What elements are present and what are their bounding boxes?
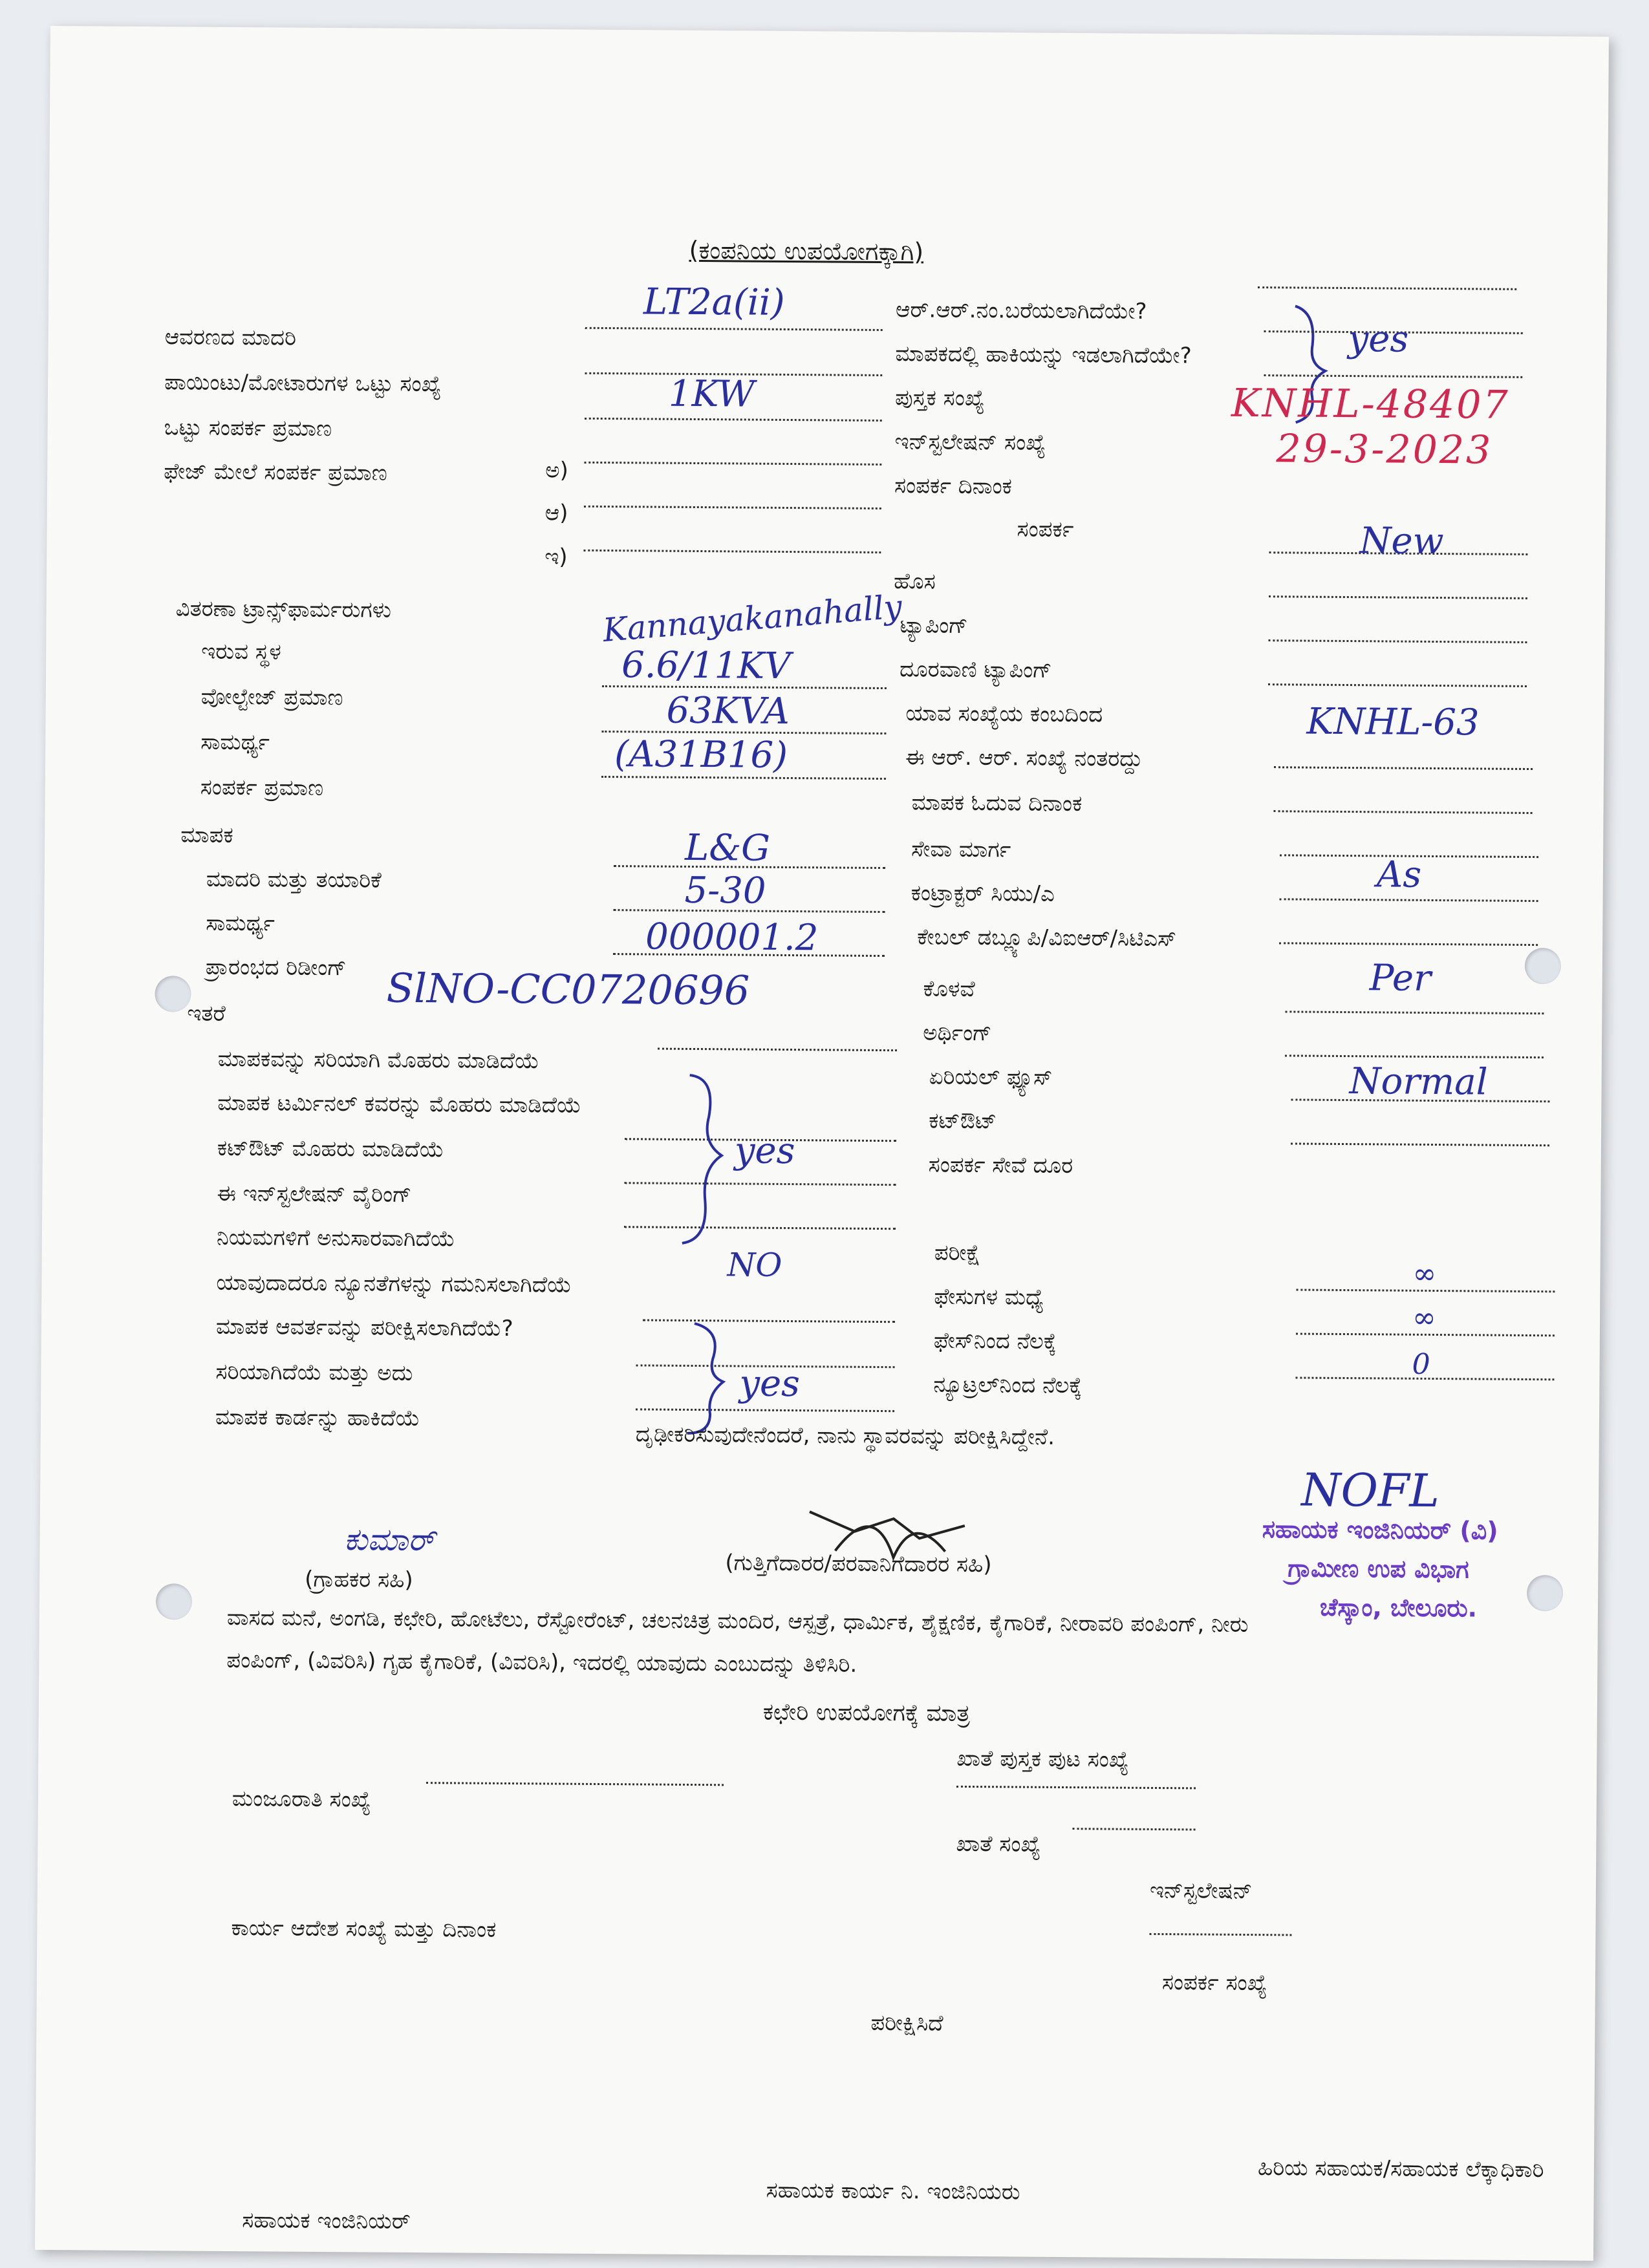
which-pole-label: ಯಾವ ಸಂಖ್ಯೆಯ ಕಂಬದಿಂದ	[905, 700, 1103, 728]
cable-label: ಕೇಬಲ್ ಡಬ್ಲ್ಯೂಪಿ/ವಿಐಆರ್/ಸಿಟಿಎಸ್	[917, 924, 1177, 952]
others-item: ಈ ಇನ್‌ಸ್ಟಲೇಷನ್ ವೈರಿಂಗ್	[217, 1180, 412, 1208]
new-value: New	[1359, 520, 1444, 563]
ledger-page-label: ಖಾತೆ ಪುಸ್ತಕ ಪುಟ ಸಂಖ್ಯೆ	[956, 1745, 1129, 1773]
others-heading: ಇತರೆ	[187, 1000, 226, 1027]
rr-after-label: ಈ ಆರ್. ಆರ್. ಸಂಖ್ಯೆ ನಂತರದ್ದು	[905, 744, 1143, 772]
brace-mark	[682, 1075, 722, 1243]
meter-capacity-label: ಸಾಮರ್ಥ್ಯ	[206, 910, 275, 937]
applicant-name-value: ಕುಮಾರ್	[343, 1521, 435, 1559]
total-load-value: 1KW	[668, 372, 755, 416]
form-sheet	[35, 26, 1609, 2261]
meter-placed-label: ಮಾಪಕದಲ್ಲಿ ಹಾಕಿಯನ್ನು ಇಡಲಾಗಿದೆಯೇ?	[895, 341, 1192, 369]
stamp-line-3: ಚೆಸ್ಕಾಂ, ಬೇಲೂರು.	[1319, 1592, 1478, 1623]
answer-no-defects: NO	[727, 1246, 782, 1284]
connected-load-value: (A31B16)	[614, 733, 788, 776]
total-load-label: ಒಟ್ಟು ಸಂಪರ್ಕ ಪ್ರಮಾಣ	[164, 414, 332, 442]
work-order-label: ಕಾರ್ಯ ಆದೇಶ ಸಂಖ್ಯೆ ಮತ್ತು ದಿನಾಂಕ	[231, 1915, 497, 1943]
make-label: ಮಾದರಿ ಮತ್ತು ತಯಾರಿಕೆ	[206, 866, 382, 893]
service-distance-label: ಸಂಪರ್ಕ ಸೇವೆ ದೂರ	[928, 1151, 1073, 1179]
voltage-label: ವೋಲ್ಟೇಜ್ ಪ್ರಮಾಣ	[200, 683, 343, 711]
stamp-line-1: ಸಹಾಯಕ ಇಂಜಿನಿಯರ್ (ವಿ)	[1262, 1515, 1498, 1545]
connection-date-value: 29-3-2023	[1276, 426, 1493, 473]
office-heading: ಕಛೇರಿ ಉಪಯೋಗಕ್ಕೆ ಮಾತ್ರ	[762, 1698, 971, 1727]
between-phases-value: ∞	[1412, 1257, 1437, 1291]
phase-a-marker: ಅ)	[545, 457, 569, 484]
connection-no-label: ಸಂಪರ್ಕ ಸಂಖ್ಯೆ	[1161, 1969, 1267, 1996]
pole-value: KNHL-63	[1306, 700, 1480, 744]
initial-reading-value: 000001.2	[645, 915, 819, 959]
others-item: ಕಟ್‌ಔಟ್ ಮೊಹರು ಮಾಡಿದೆಯೆ	[217, 1135, 444, 1163]
contractor-signature-label: (ಗುತ್ತಿಗೆದಾರರ/ಪರವಾನಿಗೆದಾರರ ಸಹಿ)	[725, 1550, 992, 1578]
nofl-value: NOFL	[1300, 1463, 1440, 1518]
signature-stroke	[810, 1512, 965, 1539]
ae-label: ಸಹಾಯಕ ಇಂಜಿನಿಯರ್	[242, 2207, 411, 2234]
applicant-signature-label: (ಗ್ರಾಹಕರ ಸಹಿ)	[305, 1566, 413, 1593]
new-label: ಹೊಸ	[893, 568, 936, 595]
test-label: ಪರೀಕ್ಷೆ	[934, 1239, 981, 1267]
others-item: ಯಾವುದಾದರೂ ನ್ಯೂನತೆಗಳನ್ನು ಗಮನಿಸಲಾಗಿದೆಯೆ	[216, 1269, 572, 1298]
usage-note: ವಾಸದ ಮನೆ, ಅಂಗಡಿ, ಕಛೇರಿ, ಹೋಟೆಲು, ರೆಸ್ಟೋರೆಂಟ್, ಚಲನಚಿತ್ರ ಮಂದಿರ, ಆಸ್ಪತ್ರೆ, ಧಾರ್ಮಿಕ, ಶೈಕ್ಷಣಿಕ, ಕೈಗಾರಿಕೆ, ನೀರಾವರಿ ಪಂಪಿಂಗ್, ನೀರು	[226, 1604, 1249, 1638]
connection-label: ಸಂಪರ್ಕ	[1017, 516, 1074, 543]
phase-load-label: ಫೇಜ್ ಮೇಲೆ ಸಂಪರ್ಕ ಪ್ರಮಾಣ	[164, 458, 387, 486]
yes-value: yes	[1348, 318, 1409, 361]
meter-serial-value: SlNO-CC0720696	[386, 964, 750, 1014]
others-item: ನಿಯಮಗಳಿಗೆ ಅನುಸಾರವಾಗಿದೆಯೆ	[216, 1224, 455, 1252]
contractor-label: ಕಂಟ್ರಾಕ್ಟರ್ ಸಿಯು/ಎ	[911, 880, 1055, 907]
location-label: ಇರುವ ಸ್ಥಳ	[201, 638, 281, 665]
sanction-no-label: ಮಂಜೂರಾತಿ ಸಂಖ್ಯೆ	[232, 1786, 371, 1813]
as-value: As	[1376, 853, 1422, 896]
make-value: L&G	[684, 826, 771, 870]
others-item: ಮಾಪಕ ಆವರ್ತವನ್ನು ಪರೀಕ್ಷಿಸಲಾಗಿದೆಯೆ?	[215, 1313, 513, 1342]
between-phases-label: ಫೇಸುಗಳ ಮಧ್ಯೆ	[934, 1283, 1044, 1311]
rr-written-label: ಆರ್.ಆರ್.ನಂ.ಬರೆಯಲಾಗಿದೆಯೇ?	[895, 297, 1147, 325]
premises-type-value: LT2a(ii)	[643, 281, 785, 324]
others-item: ಮಾಪಕವನ್ನು ಸರಿಯಾಗಿ ಮೊಹರು ಮಾಡಿದೆಯೆ	[217, 1045, 540, 1075]
meter-capacity-value: 5-30	[684, 869, 766, 912]
pipe-label: ಕೊಳವೆ	[923, 976, 975, 1003]
aee-label: ಸಹಾಯಕ ಕಾರ್ಯ ನಿ. ಇಂಜಿನಿಯರು	[766, 2177, 1020, 2205]
neutral-to-earth-value: 0	[1412, 1347, 1430, 1381]
installation-label: ಇನ್‌ಸ್ಟಲೇಷನ್	[1149, 1877, 1253, 1905]
checked-label: ಪರೀಕ್ಷಿಸಿದೆ	[870, 2009, 943, 2037]
usage-note-2: ಪಂಪಿಂಗ್, (ವಿವರಿಸಿ) ಗೃಹ ಕೈಗಾರಿಕೆ, (ವಿವರಿಸಿ), ಇದರಲ್ಲಿ ಯಾವುದು ಎಂಬುದನ್ನು ತಿಳಿಸಿರಿ.	[226, 1647, 857, 1678]
service-route-label: ಸೇವಾ ಮಾರ್ಗ	[911, 836, 1011, 863]
cutout-label: ಕಟ್‌ಔಟ್	[929, 1107, 997, 1135]
others-item: ಮಾಪಕ ಟರ್ಮಿನಲ್ ಕವರನ್ನು ಮೊಹರು ಮಾಡಿದೆಯೆ	[217, 1089, 581, 1118]
account-no-label: ಖಾತೆ ಸಂಖ್ಯೆ	[956, 1830, 1041, 1857]
stamp-line-2: ಗ್ರಾಮೀಣ ಉಪ ವಿಭಾಗ	[1288, 1554, 1469, 1584]
capacity-label: ಸಾಮರ್ಥ್ಯ	[200, 729, 270, 756]
phase-b-marker: ಆ)	[544, 500, 568, 526]
normal-value: Normal	[1349, 1060, 1488, 1104]
premises-type-label: ಆವರಣದ ಮಾದರಿ	[164, 324, 297, 351]
installation-no-label: ಇನ್‌ಸ್ಟಲೇಷನ್ ಸಂಖ್ಯೆ	[894, 429, 1046, 456]
others-item: ಸರಿಯಾಗಿದೆಯೆ ಮತ್ತು ಅದು	[215, 1358, 413, 1386]
tapping-label: ಟ್ಯಾಪಿಂಗ್	[900, 612, 968, 639]
voltage-value: 6.6/11KV	[621, 644, 791, 688]
others-item: ಮಾಪಕ ಕಾರ್ಡನ್ನು ಹಾಕಿದೆಯೆ	[215, 1404, 420, 1432]
transformer-heading: ವಿತರಣಾ ಟ್ರಾನ್ಸ್‌ಫಾರ್ಮರುಗಳು	[175, 595, 392, 623]
points-total-label: ಪಾಯಿಂಟು/ಮೋಟಾರುಗಳ ಒಟ್ಟು ಸಂಖ್ಯೆ	[164, 369, 442, 398]
phase-c-marker: ಇ)	[544, 544, 568, 570]
answer-yes-correct: yes	[739, 1362, 801, 1406]
meter-heading: ಮಾಪಕ	[180, 822, 233, 849]
telephone-tapping-label: ದೂರವಾಣಿ ಟ್ಯಾಪಿಂಗ್	[899, 656, 1052, 683]
connection-date-label: ಸಂಪರ್ಕ ದಿನಾಂಕ	[894, 473, 1013, 500]
earthing-label: ಅರ್ಥಿಂಗ್	[923, 1020, 992, 1047]
location-value: Kannayakanahally	[601, 588, 904, 650]
accounts-officer-label: ಹಿರಿಯ ಸಹಾಯಕ/ಸಹಾಯಕ ಲೆಕ್ಕಾಧಿಕಾರಿ	[1257, 2155, 1544, 2183]
initial-reading-label: ಪ್ರಾರಂಭದ ರಿಡೀಂಗ್	[205, 954, 347, 981]
per-value: Per	[1369, 957, 1432, 1000]
meter-reading-date-label: ಮಾಪಕ ಓದುವ ದಿನಾಂಕ	[911, 789, 1083, 817]
neutral-to-earth-label: ನ್ಯೂಟ್ರಲ್‌ನಿಂದ ನೆಲಕ್ಕೆ	[933, 1371, 1083, 1399]
capacity-value: 63KVA	[666, 689, 790, 733]
phase-to-earth-value: ∞	[1412, 1301, 1436, 1335]
certify-text: ದೃಢೀಕರಿಸುವುದೇನೆಂದರೆ, ನಾನು ಸ್ಥಾವರವನ್ನು ಪರೀಕ್ಷಿಸಿದ್ದೇನೆ.	[635, 1421, 1055, 1450]
aerial-fuse-label: ಏರಿಯಲ್ ಫ್ಯೂಸ್	[929, 1064, 1053, 1091]
form-title: (ಕಂಪನಿಯ ಉಪಯೋಗಕ್ಕಾಗಿ)	[689, 235, 924, 266]
answer-yes-sealed: yes	[734, 1129, 795, 1173]
book-no-label: ಪುಸ್ತಕ ಸಂಖ್ಯೆ	[894, 385, 985, 412]
installation-no-value: KNHL-48407	[1231, 380, 1510, 428]
brace-mark	[687, 1323, 724, 1433]
phase-to-earth-label: ಫೇಸ್‌ನಿಂದ ನೆಲಕ್ಕೆ	[933, 1327, 1057, 1354]
connected-load-label: ಸಂಪರ್ಕ ಪ್ರಮಾಣ	[200, 774, 324, 801]
